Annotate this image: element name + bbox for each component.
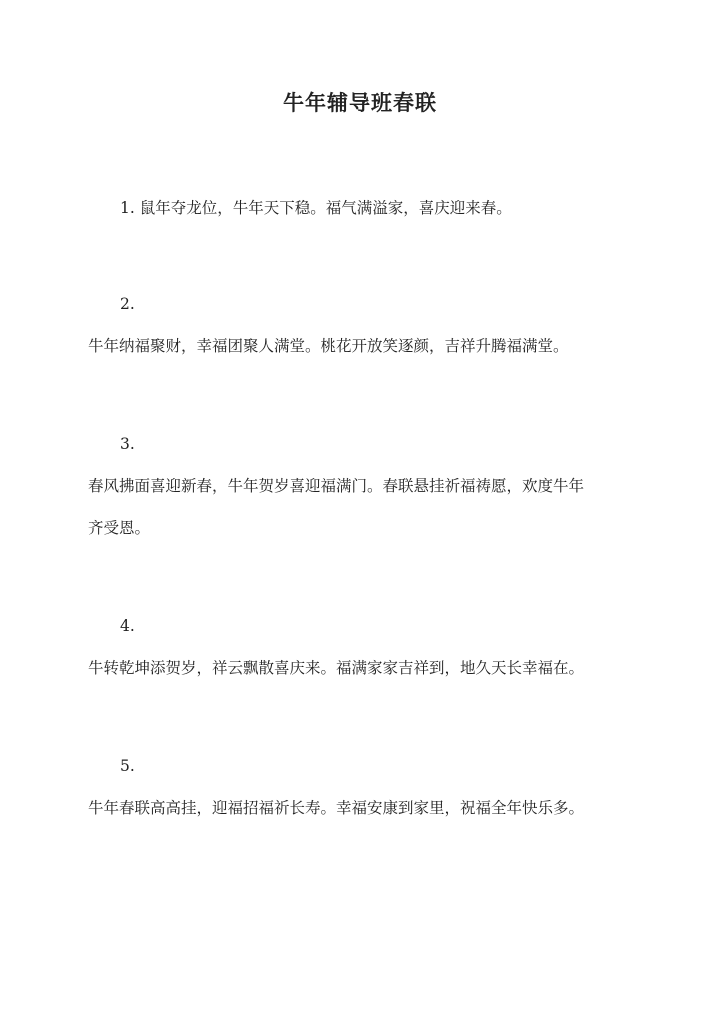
couplet-3-line-1: 春风拂面喜迎新春，牛年贺岁喜迎福满门。春联悬挂祈福祷愿，欢度牛年 bbox=[88, 477, 585, 495]
couplet-5-line-1: 牛年春联高高挂，迎福招福祈长寿。幸福安康到家里，祝福全年快乐多。 bbox=[88, 799, 585, 817]
couplet-4-number: 4. bbox=[120, 617, 135, 635]
couplet-3-line-2: 齐受恩。 bbox=[88, 519, 151, 537]
couplet-5-number: 5. bbox=[120, 757, 135, 775]
couplet-3-number: 3. bbox=[120, 435, 135, 453]
couplet-1-line-1: 1. 鼠年夺龙位，牛年天下稳。福气满溢家，喜庆迎来春。 bbox=[120, 199, 512, 217]
couplet-2-line-1: 牛年纳福聚财，幸福团聚人满堂。桃花开放笑逐颜，吉祥升腾福满堂。 bbox=[88, 337, 569, 355]
couplet-4-line-1: 牛转乾坤添贺岁，祥云飘散喜庆来。福满家家吉祥到，地久天长幸福在。 bbox=[88, 659, 585, 677]
document-title: 牛年辅导班春联 bbox=[283, 90, 437, 115]
couplet-2-number: 2. bbox=[120, 295, 135, 313]
